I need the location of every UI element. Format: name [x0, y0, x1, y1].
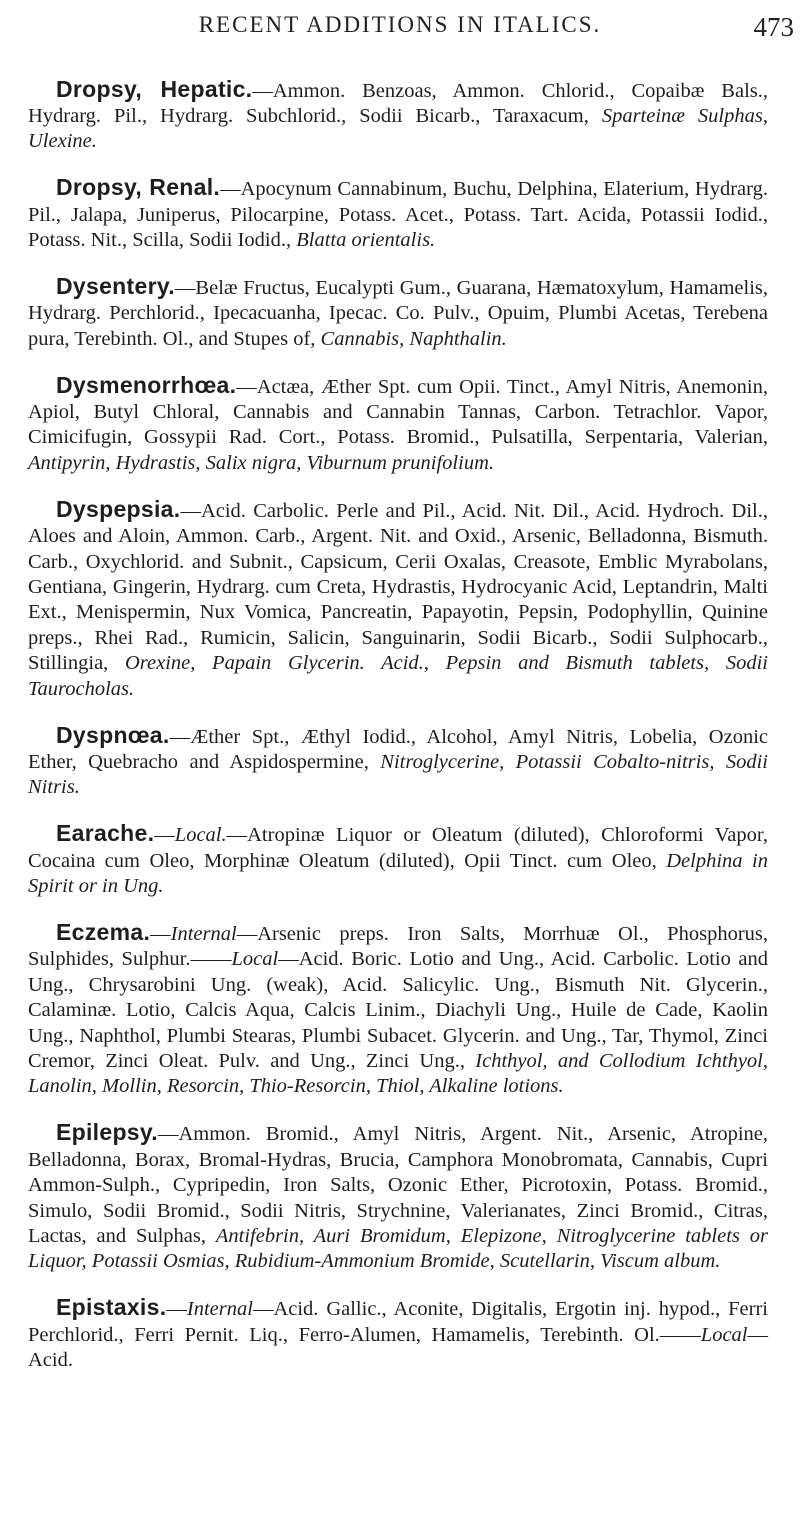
entry-text: — [154, 824, 175, 847]
entry-heading: Epilepsy. [56, 1119, 158, 1146]
page-number: 473 [753, 12, 794, 42]
entry-text: —Acid. Gallic., Aconite, Digitalis, Ergotin inj. hypod., Ferri Perchlorid., Ferri Pernit. Liq., Ferro-Alumen, Hamamelis, Terebinth. Ol.—— [28, 1298, 768, 1346]
entry-text-italic: Orexine, Papain Glycerin. Acid., Pepsin and Bismuth tablets, Sodii Taurocholas. [28, 652, 768, 700]
entry-text: —Acid. Boric. Lotio and Ung., Acid. Carbolic. Lotio and Ung., Chrysarobini Ung. (weak), Acid. Salicylic. Ung., Bismuth Nit. Glycerin., Calaminæ. Lotio, Calcis Aqua, Calcis Linim., Diachyli Ung., Huile de Cade, Kaolin Ung., Naphthol, Plumbi Stearas, Plumbi Subacet. Glycerin. and Ung., Tar, Thymol, Zinci Cremor, Zinci Oleat. Pulv. and Ung., Zinci Ung., [28, 948, 768, 1072]
entry-text-italic: Blatta orientalis. [296, 229, 436, 252]
entry-text-italic: Local [231, 948, 279, 971]
entry-text: —Acid. Carbolic. Perle and Pil., Acid. Nit. Dil., Acid. Hydroch. Dil., Aloes and Aloin, Ammon. Carb., Argent. Nit. and Oxid., Arsenic, Belladonna, Bismuth. Carb., Oxychlorid. and Subnit., Capsicum, Cerii Oxalas, Creasote, Emblic Myrabolans, Gentiana, Gingerin, Hydrarg. cum Creta, Hydrastis, Hydrocyanic Acid, Leptandrin, Malti Ext., Menispermin, Nux Vomica, Pancreatin, Papayotin, Pepsin, Podophyllin, Quinine preps., Rhei Rad., Rumicin, Salicin, Sanguinarin, Sodii Bicarb., Sodii Sulphocarb., Stillingia, [28, 499, 768, 675]
index-entry [28, 175, 768, 253]
entry-text: —Belæ Fructus, Eucalypti Gum., Guarana, Hæmatoxylum, Hamamelis, Hydrarg. Perchlorid., Ipecacuanha, Ipecac. Co. Pulv., Opuim, Plumbi Acetas, Terebena pura, Terebinth. Ol., and Stupes of, [28, 276, 768, 350]
entry-text-italic: Ichthyol, and Collodium Ichthyol, Lanolin, Mollin, Resorcin, Thio-Resorcin, Thiol, Alkaline lotions. [28, 1050, 768, 1098]
index-entry [28, 723, 768, 801]
index-entry [28, 1295, 768, 1373]
index-entries [28, 56, 768, 1389]
entry-heading: Earache. [56, 820, 155, 847]
entry-heading: Dysmenorrhœa. [56, 371, 237, 398]
entry-heading: Epistaxis. [56, 1294, 167, 1321]
entry-text: —Acid. [28, 1323, 768, 1372]
entry-text: —Arsenic preps. Iron Salts, Morrhuæ Ol., Phosphorus, Sulphides, Sulphur.—— [28, 922, 768, 971]
entry-text-italic: Local [700, 1323, 748, 1346]
entry-text: —Apocynum Cannabinum, Buchu, Delphina, Elaterium, Hydrarg. Pil., Jalapa, Juniperus, Pilocarpine, Potass. Acet., Potass. Tart. Acida, Potassii Iodid., Potass. Nit., Scilla, Sodii Iodid., [28, 178, 768, 252]
entry-text-italic: Delphina in Spirit or in Ung. [28, 849, 768, 898]
index-entry [28, 274, 768, 352]
entry-text-italic: Internal [170, 922, 237, 945]
entry-text: — [166, 1298, 187, 1321]
entry-text: —Actæa, Æther Spt. cum Opii. Tinct., Amyl Nitris, Anemonin, Apiol, Butyl Chloral, Cannabis and Cannabin Tannas, Carbon. Tetrachlor. Vapor, Cimicifugin, Gossypii Rad. Cort., Potass. Bromid., Pulsatilla, Serpentaria, Valerian, [28, 375, 768, 449]
entry-text-italic: Nitroglycerine, Potassii Cobalto-nitris, Sodii Nitris. [28, 750, 769, 799]
entry-heading: Dyspepsia. [56, 495, 181, 522]
entry-heading: Eczema. [56, 918, 151, 945]
entry-text-italic: Antifebrin, Auri Bromidum, Elepizone, Nitroglycerine tablets or Liquor, Potassii Osmias, Rubidium-Ammonium Bromide, Scutellarin, Viscum album. [28, 1224, 768, 1273]
entry-text-italic: Antipyrin, Hydrastis, Salix nigra, Viburnum prunifolium. [28, 451, 494, 474]
entry-heading: Dropsy, Renal. [56, 174, 221, 201]
index-entry [28, 920, 768, 1100]
index-entry [28, 1120, 768, 1274]
entry-text: —Ammon. Benzoas, Ammon. Chlorid., Copaibæ Bals., Hydrarg. Pil., Hydrarg. Subchlorid., Sodii Bicarb., Taraxacum, [28, 79, 768, 127]
running-header [0, 12, 800, 42]
entry-text: —Æther Spt., Æthyl Iodid., Alcohol, Amyl Nitris, Lobelia, Ozonic Ether, Quebracho and Aspidospermine, [28, 725, 768, 773]
entry-text-italic: Local. [174, 824, 227, 847]
index-entry [28, 497, 768, 702]
entry-heading: Dyspnœa. [56, 721, 170, 748]
entry-text: —Atropinæ Liquor or Oleatum (diluted), Chloroformi Vapor, Cocaina cum Oleo, Morphinæ Oleatum (diluted), Opii Tinct. cum Oleo, [28, 824, 768, 872]
index-entry [28, 77, 768, 155]
entry-text: —Ammon. Bromid., Amyl Nitris, Argent. Nit., Arsenic, Atropine, Belladonna, Borax, Bromal-Hydras, Brucia, Camphora Monobromata, Cannabis, Cupri Ammon-Sulph., Cypripedin, Iron Salts, Ozonic Ether, Picrotoxin, Potass. Bromid., Simulo, Sodii Bromid., Sodii Nitris, Strychnine, Valerianates, Zinci Bromid., Citras, Lactas, and Sulphas, [28, 1123, 768, 1247]
running-title: RECENT ADDITIONS IN ITALICS. [198, 12, 602, 37]
index-entry [28, 821, 768, 899]
entry-heading: Dropsy, Hepatic. [56, 75, 253, 102]
entry-text-italic: Cannabis, Naphthalin. [320, 327, 507, 350]
entry-heading: Dysentery. [56, 272, 175, 299]
entry-text: — [150, 922, 171, 945]
index-entry [28, 373, 768, 477]
entry-text-italic: Internal [186, 1298, 253, 1321]
entry-text-italic: Sparteinæ Sulphas, Ulexine. [28, 104, 768, 153]
